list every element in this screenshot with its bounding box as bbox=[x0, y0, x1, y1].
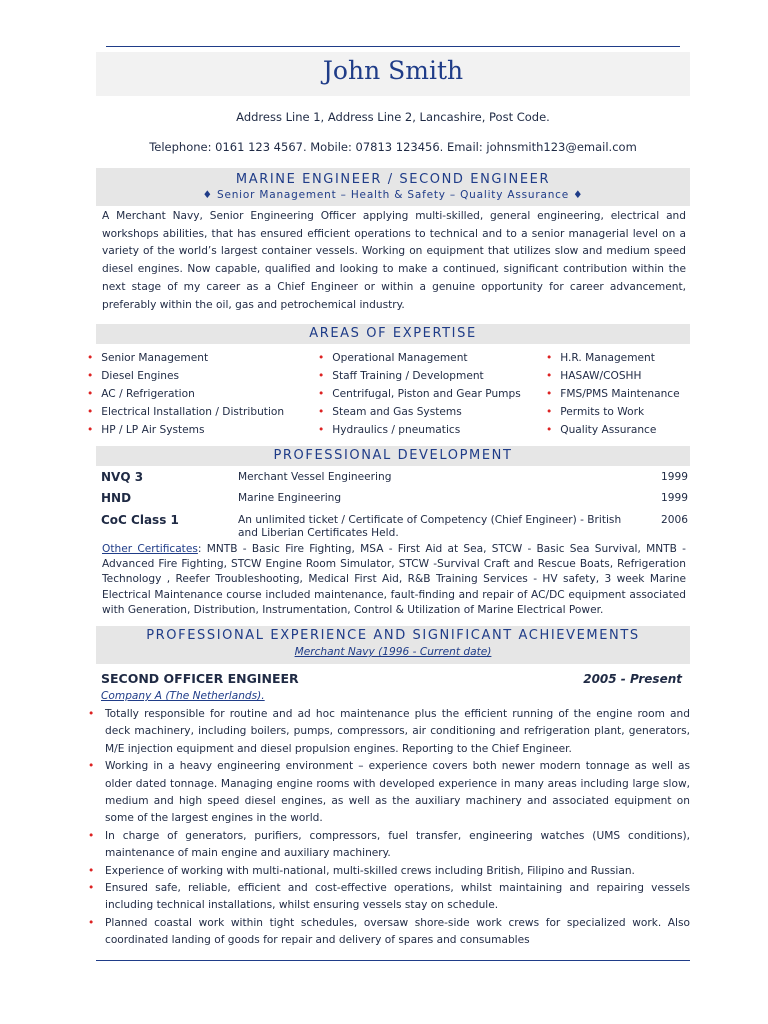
bullet-icon: • bbox=[318, 388, 325, 400]
expertise-item bbox=[87, 403, 284, 421]
contact-line: Telephone: 0161 123 4567. Mobile: 07813 123456. Email: johnsmith123@email.com bbox=[149, 140, 637, 154]
achievement-text: Experience of working with multi-national, multi-skilled crews including British, Filipino and Russian. bbox=[105, 864, 635, 877]
achievement-item bbox=[88, 706, 690, 758]
top-divider bbox=[106, 46, 680, 47]
qualification-code: CoC Class 1 bbox=[101, 513, 179, 527]
achievement-text: Planned coastal work within tight schedules, oversaw shore-side work crews for specialized work. Also coordinated landing of goods for repair and delivery of spares and consumables bbox=[105, 916, 690, 947]
expertise-label: Operational Management bbox=[332, 352, 468, 364]
development-heading: PROFESSIONAL DEVELOPMENT bbox=[96, 446, 690, 466]
achievement-item bbox=[88, 758, 690, 828]
profile-subtitle: ♦ Senior Management – Health & Safety – Quality Assurance ♦ bbox=[202, 189, 584, 201]
experience-band bbox=[96, 626, 690, 664]
expertise-label: Electrical Installation / Distribution bbox=[101, 406, 285, 418]
qualification-description: An unlimited ticket / Certificate of Competency (Chief Engineer) - British and Liberian Certificates Held. bbox=[238, 514, 622, 539]
expertise-item bbox=[87, 349, 284, 367]
achievement-text: Ensured safe, reliable, efficient and cost-effective operations, whilst maintaining and repairing vessels including technical installations, whilst ensuring vessels stay on schedule. bbox=[105, 882, 690, 912]
expertise-heading: AREAS OF EXPERTISE bbox=[96, 324, 690, 344]
expertise-item bbox=[546, 385, 680, 403]
bullet-icon: • bbox=[546, 424, 553, 436]
bullet-icon: • bbox=[88, 829, 95, 842]
achievement-text: Totally responsible for routine and ad hoc maintenance plus the efficient running of the engine room and deck machinery, including boilers, pumps, compressors, air conditioning and refrigeration plant, generators, M/E injection equipment and diesel propulsion engines. Reporting to the Chief Engineer. bbox=[105, 708, 690, 755]
achievement-text: In charge of generators, purifiers, compressors, fuel transfer, engineering watches (UMS conditions), maintenance of main engine and auxiliary machinery. bbox=[105, 829, 690, 860]
achievement-item bbox=[88, 880, 690, 915]
expertise-item bbox=[318, 403, 521, 421]
bullet-icon: • bbox=[87, 424, 94, 436]
other-certificates-text: : MNTB - Basic Fire Fighting, MSA - First Aid at Sea, STCW - Basic Sea Survival, MNTB - Advanced Fire Fighting, STCW Engine Room Simulator, STCW -Survival Craft and Rescue Boats, Refrigeration Technology , Reefer Troubleshooting, Medical First Aid, R&B Training Services - HV safety, 3 week Marine Electrical Maintenance course included maintenance, fault-finding and repair of AC/DC equipment associated with Generation, Distribution, Instrumentation, Control & Utilization of Marine Electrical Power. bbox=[102, 543, 686, 616]
address-line: Address Line 1, Address Line 2, Lancashire, Post Code. bbox=[236, 110, 550, 124]
expertise-label: Permits to Work bbox=[560, 406, 645, 418]
bullet-icon: • bbox=[88, 882, 95, 895]
profile-summary: A Merchant Navy, Senior Engineering Officer applying multi-skilled, general engineering, electrical and workshops abilities, that has ensured efficient operations to technical and to a senior managerial level on a variety of the world’s largest container vessels. Working on equipment that utilizes slow and medium speed diesel engines. Now capable, qualified and looking to make a continued, significant contribution within the next stage of my career as a Chief Engineer or within a genuine opportunity for career advancement, preferably within the oil, gas and petrochemical industry. bbox=[102, 210, 686, 311]
expertise-item bbox=[318, 349, 521, 367]
company-name: Company A (The Netherlands). bbox=[101, 690, 265, 702]
expertise-label: H.R. Management bbox=[560, 352, 655, 364]
profile-band bbox=[96, 168, 690, 206]
expertise-column-1 bbox=[87, 349, 284, 439]
expertise-item bbox=[546, 403, 680, 421]
expertise-label: FMS/PMS Maintenance bbox=[560, 388, 680, 400]
expertise-label: Hydraulics / pneumatics bbox=[332, 424, 461, 436]
profile-title: MARINE ENGINEER / SECOND ENGINEER bbox=[235, 172, 551, 187]
bullet-icon: • bbox=[318, 352, 325, 364]
qualification-code: HND bbox=[101, 491, 132, 505]
role-title: SECOND OFFICER ENGINEER bbox=[101, 671, 299, 686]
expertise-label: HP / LP Air Systems bbox=[101, 424, 205, 436]
expertise-item bbox=[318, 367, 521, 385]
expertise-item bbox=[546, 367, 680, 385]
expertise-item bbox=[87, 421, 284, 439]
bullet-icon: • bbox=[87, 388, 94, 400]
achievement-text: Working in a heavy engineering environment – experience covers both newer modern tonnage as well as older dated tonnage. Managing engine rooms with developed experience in many areas including large slow, medium and high speed diesel engines, as well as the auxiliary machinery and associated equipment on some of the largest engines in the world. bbox=[105, 760, 690, 825]
bullet-icon: • bbox=[546, 352, 553, 364]
bottom-divider bbox=[96, 960, 690, 961]
expertise-item bbox=[546, 349, 680, 367]
bullet-icon: • bbox=[88, 864, 95, 877]
expertise-item bbox=[87, 385, 284, 403]
expertise-label: Steam and Gas Systems bbox=[332, 406, 462, 418]
bullet-icon: • bbox=[88, 708, 95, 720]
qualification-description: Marine Engineering bbox=[238, 492, 342, 504]
qualification-year: 2006 bbox=[661, 514, 688, 526]
bullet-icon: • bbox=[87, 370, 94, 382]
experience-heading: PROFESSIONAL EXPERIENCE AND SIGNIFICANT ACHIEVEMENTS bbox=[146, 628, 640, 643]
expertise-label: Diesel Engines bbox=[101, 370, 180, 382]
bullet-icon: • bbox=[87, 406, 94, 418]
achievements-list bbox=[88, 706, 690, 950]
expertise-item bbox=[546, 421, 680, 439]
bullet-icon: • bbox=[546, 388, 553, 400]
candidate-name: John Smith bbox=[322, 56, 464, 85]
expertise-item bbox=[87, 367, 284, 385]
qualification-year: 1999 bbox=[661, 471, 688, 483]
other-certificates-label: Other Certificates bbox=[102, 543, 198, 555]
expertise-column-2 bbox=[318, 349, 521, 439]
role-dates: 2005 - Present bbox=[583, 672, 682, 686]
expertise-label: Centrifugal, Piston and Gear Pumps bbox=[332, 388, 521, 400]
achievement-item bbox=[88, 863, 690, 880]
expertise-label: AC / Refrigeration bbox=[101, 388, 195, 400]
expertise-label: HASAW/COSHH bbox=[560, 370, 642, 382]
bullet-icon: • bbox=[318, 406, 325, 418]
expertise-item bbox=[318, 421, 521, 439]
bullet-icon: • bbox=[546, 370, 553, 382]
qualification-year: 1999 bbox=[661, 492, 688, 504]
expertise-column-3 bbox=[546, 349, 680, 439]
expertise-label: Senior Management bbox=[101, 352, 209, 364]
bullet-icon: • bbox=[546, 406, 553, 418]
qualification-description: Merchant Vessel Engineering bbox=[238, 471, 392, 483]
employer-line: Merchant Navy (1996 - Current date) bbox=[294, 646, 492, 658]
expertise-label: Quality Assurance bbox=[560, 424, 657, 436]
other-certificates bbox=[102, 542, 686, 618]
expertise-item bbox=[318, 385, 521, 403]
bullet-icon: • bbox=[88, 916, 95, 929]
bullet-icon: • bbox=[87, 352, 94, 364]
achievement-item bbox=[88, 915, 690, 950]
qualification-code: NVQ 3 bbox=[101, 470, 144, 484]
bullet-icon: • bbox=[318, 424, 325, 436]
achievement-item bbox=[88, 828, 690, 863]
bullet-icon: • bbox=[318, 370, 325, 382]
expertise-label: Staff Training / Development bbox=[332, 370, 484, 382]
role-header bbox=[96, 671, 690, 689]
bullet-icon: • bbox=[88, 760, 95, 773]
